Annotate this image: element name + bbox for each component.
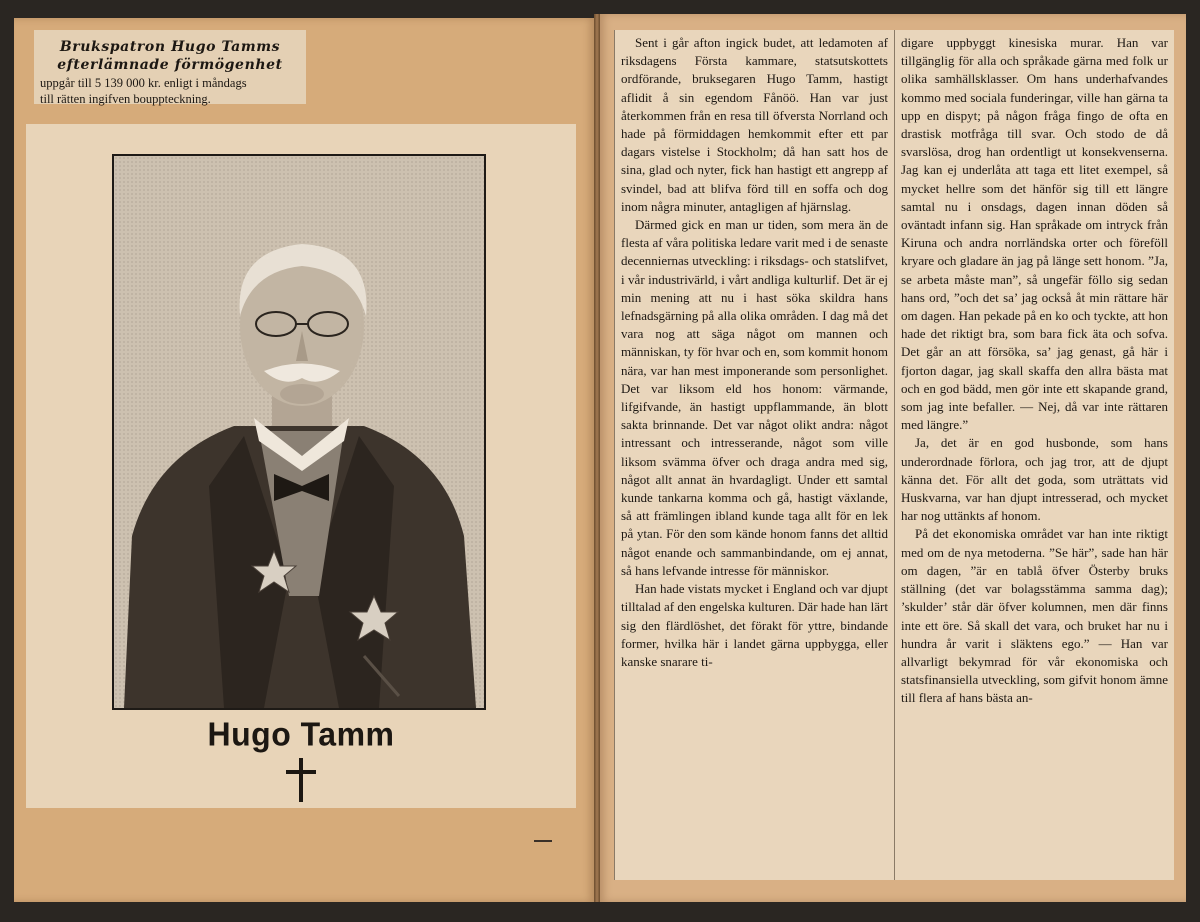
portrait-name: Hugo Tamm xyxy=(207,715,395,753)
article-paragraph: Han hade vistats mycket i England och var djupt tilltalad af den engelska kulturen. Där hade han lärt sig den flärdlöshet, det förakt för yttre, bindande former, hvilka här i landet gärna uppbygga, eller kanske snarare ti- xyxy=(621,581,888,669)
portrait-drawing xyxy=(114,156,484,708)
portrait-photo xyxy=(112,154,486,710)
book-fold xyxy=(594,14,600,902)
headline-clipping xyxy=(34,30,306,104)
article-column-1 xyxy=(614,30,894,880)
article-paragraph: Sent i går afton ingick budet, att ledamoten af riksdagens Första kammare, statsutskottets ordförande, bruksegaren Hugo Tamm, hastigt aflidit å sin egendom Fånöö. Han var just återkommen från en resa till öfversta Norrland och hade på förmiddagen hemkommit efter ett par dagars vistelse i Stockholm; då han satt hos de sina, glad och nyter, fick han hastigt ett angrepp af svindel, bad att blifva förd till en soffa och dog inom några minuter, antagligen af hjärnslag. xyxy=(621,35,888,214)
article-paragraph: Ja, det är en god husbonde, som hans underordnade förlora, och jag tror, att de djupt känna det. För allt det goda, som uträttats vid Huskvarna, var han djupt intresserad, och mycket har nog uttänkts af honom. xyxy=(901,435,1168,524)
article-column-2 xyxy=(894,30,1174,880)
portrait-clipping xyxy=(26,124,576,808)
headline-title-line-2: efterlämnade förmögenhet xyxy=(57,57,283,73)
headline-title-line-1: Brukspatron Hugo Tamms xyxy=(59,39,281,55)
cross-icon xyxy=(286,758,316,802)
article-paragraph: digare uppbyggt kinesiska murar. Han var tillgänglig för alla och språkade gärna med folk ur olika samhällsklasser. Om hans underhafvandes kommo med sociala funderingar, ville han gärna ta upp en dispyt; på någon fråga fingo de ofta en drastisk motfråga till svar. Och stodo de då svarslösa, drog han ordentligt ut konsekvenserna. Jag kan ej underlåta att taga ett litet exempel, så mycket hellre som det hänför sig till ett längre samtal nu i onsdags, dagen innan döden så oväntadt infann sig. Han språkade om intryck från Kiruna och andra norrländska orter och föreföll kryare och gladare än jag på länge sett honom. ”Ja, se arbeta måste man”, så ungefär föllo sig sedan hans ord, ”och det sa’ jag också åt min rättare här om dagen. Han pekade på en ko och tyckte, att hon hade det riktigt bra, som bara fick äta och sofva. Det går an att försöka, sa’ jag genast, gå här i fjorton dagar, jag skall skaffa den allra bästa mat och en god bädd, men gör inte ett skapande grand, som jag inte befaller. — Nej, då var inte rättaren med längre.” xyxy=(901,35,1168,433)
article-paragraph: På det ekonomiska området var han inte riktigt med om de nya metoderna. ”Se här”, sade han här om dagen, ”är en tablå öfver Österby bruks ställning (det var bolagsstämma samma dag); ’skulder’ står där öfver kolumnen, men där finns inte ett öre. Så skall det vara, och bruket har nu i hundra år varit i släktens ego.” — Han var allvarligt bekymrad för vår ekonomiska och statsfinansiella utveckling, som gifvit honom ämne till flera af hans bästa an- xyxy=(901,526,1168,706)
headline-body-line-1: uppgår till 5 139 000 kr. enligt i måndags xyxy=(40,76,247,90)
article-paragraph: Därmed gick en man ur tiden, som mera än de flesta af våra politiska ledare varit med i de senaste decenniernas utveckling: i riksdags- och statslifvet, i vår industrivärld, i vårt andliga kulturlif. Det är ej min mening att nu i hast söka skildra hans lefnadsgärning på alla olika områden. I dag må det vara nog att säga något om mannen och människan, ty för hvar och en, som kommit honom nära, var han mest imponerande som personlighet. Det var liksom eld hos honom: värmande, lifgifvande, än hastigt uppflammande, än blott sakta brinnande. Det var något olikt andra: något intressant och intresserande, något som ville liksom svämma öfver och draga andra med sig, något allt annat än hvardagligt. Under ett samtal kunde tankarna komma och gå, hastigt växlande, så att främlingen ibland kunde taga allt för en lek på ytan. För den som kände honom fanns det alltid något enande och sammanbindande, om ej annat, så hans lefvande intresse för människor. xyxy=(621,217,888,578)
headline-body-line-2: till rätten ingifven bouppteckning. xyxy=(40,92,211,106)
divider xyxy=(534,840,552,842)
